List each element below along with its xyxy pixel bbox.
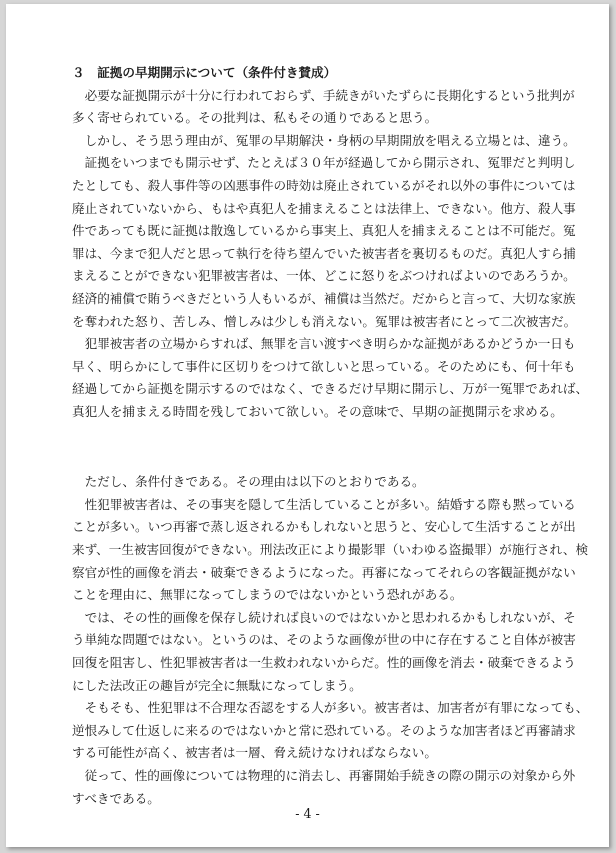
text-line: 犯罪被害者の立場からすれば、無罪を言い渡すべき明らかな証拠があるかどうか一日も (72, 336, 576, 352)
text-line: 回復を阻害し、性犯罪被害者は一生救われないからだ。性的画像を消去・破棄できるよう (72, 655, 576, 671)
blank-line (72, 436, 562, 459)
document-page (6, 4, 609, 847)
text-line: 罪は、今まで犯人だと思って執行を待ち望んでいた被害者を裏切るものだ。真犯人すら捕 (72, 245, 576, 261)
text-line: 経過してから証拠を開示するのではなく、できるだけ早期に開示し、万が一冤罪であれば、 (72, 381, 589, 397)
text-line: 必要な証拠開示が十分に行われておらず、手続きがいたずらに長期化するという批判が (72, 87, 575, 103)
text-line: を奪われた怒り、苦しみ、憎しみは少しも消えない。冤罪は被害者にとって二次被害だ。 (72, 313, 577, 329)
text-line: では、その性的画像を保存し続ければ良いのではないかと思われるかもしれないが、そ (72, 609, 576, 625)
text-line: 逆恨みして仕返しに来るのではないかと常に恐れている。そのような加害者ほど再審請求 (72, 722, 576, 738)
text-line: ただし、条件付きである。その理由は以下のとおりである。 (72, 474, 425, 490)
text-line: 多く寄せられている。その批判は、私もその通りであると思う。 (72, 110, 438, 126)
document-body (72, 62, 589, 810)
text-line: 件であっても既に証拠は散逸しているから事実上、真犯人を捕まえることは不可能だ。冤 (72, 223, 576, 239)
text-line: する可能性が高く、被害者は一層、脅え続けなければならない。 (72, 745, 437, 761)
page-number: - 4 - (295, 806, 320, 821)
text-line: そもそも、性犯罪は不合理な否認をする人が多い。被害者は、加害者が有罪になっても、 (72, 700, 589, 716)
text-line: 証拠をいつまでも開示せず、たとえば３０年が経過してから開示され、冤罪だと判明し (72, 155, 576, 171)
text-line: 廃止されていないから、もはや真犯人を捕まえることは法律上、できない。他方、殺人事 (72, 200, 576, 216)
text-line: しかし、そう思う理由が、冤罪の早期解決・身柄の早期開放を唱える立場とは、違う。 (72, 132, 576, 148)
text-line: 真犯人を捕まえる時間を残しておいて欲しい。その意味で、早期の証拠開示を求める。 (72, 403, 563, 419)
text-line: 性犯罪被害者は、その事実を隠して生活していることが多い。結婚する際も黙っている (72, 496, 576, 512)
text-line: にした法改正の趣旨が完全に無駄になってしまう。 (72, 677, 362, 693)
text-line: 経済的補償で賄うべきだという人もいるが、補償は当然だ。だからと言って、大切な家族 (72, 290, 576, 306)
text-line: ことが多い。いつ再審で蒸し返されるかもしれないと思うと、安心して生活することが出 (72, 519, 576, 535)
text-line: 来ず、一生被害回復ができない。刑法改正により撮影罪（いわゆる盗撮罪）が施行され、検 (72, 542, 589, 558)
text-line: すべきである。 (72, 790, 160, 806)
text-line: 従って、性的画像については物理的に消去し、再審開始手続きの際の開示の対象から外 (72, 768, 576, 783)
text-line: まえることができない犯罪被害者は、一体、どこに怒りをぶつければよいのであろうか。 (72, 268, 576, 284)
section-heading: ３ 証拠の早期開示について（条件付き賛成） (72, 65, 337, 80)
text-line: う単純な問題ではない。というのは、そのような画像が世の中に存在すること自体が被害 (72, 632, 576, 648)
text-line: たとしても、殺人事件等の凶悪事件の時効は廃止されているがそれ以外の事件については (72, 177, 576, 193)
paragraph-lines (72, 85, 589, 811)
text-line: 察官が性的画像を消去・破棄できるようになった。再審になってそれらの客観証拠がない (72, 564, 576, 580)
text-line: 早く、明らかにして事件に区切りをつけて欲しいと思っている。そのためにも、何十年も (72, 358, 576, 374)
text-line: ことを理由に、無罪になってしまうのではないかという恐れがある。 (72, 587, 463, 603)
